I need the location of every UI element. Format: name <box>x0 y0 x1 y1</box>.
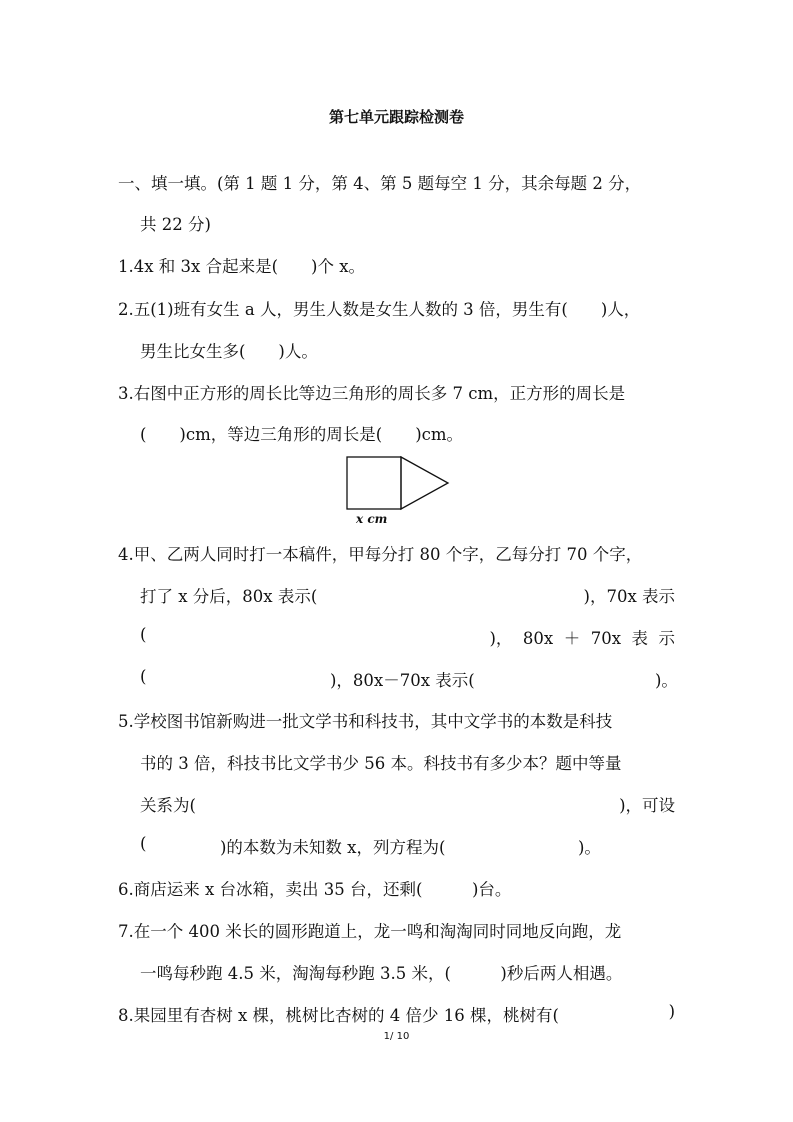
q4-l3-left: ( <box>140 625 147 644</box>
q4-l4-open: ( <box>140 667 147 686</box>
triangle-shape <box>401 457 448 509</box>
section-heading: 一、填一填。(第 1 题 1 分，第 4、第 5 题每空 1 分，其余每题 2 分， <box>118 174 642 193</box>
question-5-line-1: 5.学校图书馆新购进一批文学书和科技书，其中文学书的本数是科技 <box>118 712 613 731</box>
question-1: 1.4x 和 3x 合起来是( )个 x。 <box>118 257 366 276</box>
question-3-line-1: 3.右图中正方形的周长比等边三角形的周长多 7 cm，正方形的周长是 <box>118 384 626 403</box>
question-7-line-1: 7.在一个 400 米长的圆形跑道上，龙一鸣和淘淘同时同地反向跑，龙 <box>118 922 622 941</box>
q5-l3-right: )，可设 <box>619 796 675 815</box>
q4-l2-right: )，70x 表示 <box>583 587 675 606</box>
q5-l4-close: )。 <box>578 838 601 857</box>
question-8-line-1 <box>118 1002 675 1026</box>
section-heading-cont: 共 22 分) <box>140 215 211 234</box>
question-7-line-2: 一鸣每秒跑 4.5 米，淘淘每秒跑 3.5 米，( )秒后两人相遇。 <box>140 964 623 983</box>
question-4-line-1: 4.甲、乙两人同时打一本稿件，甲每分打 80 个字，乙每分打 70 个字， <box>118 545 643 564</box>
q5-l4-mid: )的本数为未知数 x，列方程为( <box>220 838 446 857</box>
q4-l4-close: )。 <box>655 671 678 690</box>
q8-l1-left: 8.果园里有杏树 x 棵，桃树比杏树的 4 倍少 16 棵，桃树有( <box>118 1006 559 1025</box>
page-number: 1/ 10 <box>383 1031 410 1042</box>
q4-l3-right: )， 80x ＋ 70x 表 示 <box>489 629 675 648</box>
question-4-line-3 <box>118 625 675 649</box>
question-3-line-2: ( )cm，等边三角形的周长是( )cm。 <box>140 425 464 444</box>
question-5-line-2: 书的 3 倍，科技书比文学书少 56 本。科技书有多少本？题中等量 <box>140 754 622 773</box>
q4-l4-mid: )，80x－70x 表示( <box>330 671 475 690</box>
q5-l3-left: 关系为( <box>140 796 196 815</box>
question-2-line-2: 男生比女生多( )人。 <box>140 342 318 361</box>
figure-label: x cm <box>356 512 388 526</box>
question-2-line-1: 2.五(1)班有女生 a 人，男生人数是女生人数的 3 倍，男生有( )人， <box>118 300 641 319</box>
square-shape <box>347 457 401 509</box>
square-triangle-figure <box>344 455 454 531</box>
q4-l2-left: 打了 x 分后，80x 表示( <box>140 587 318 606</box>
question-4-line-2 <box>118 583 675 607</box>
question-6: 6.商店运来 x 台冰箱，卖出 35 台，还剩( )台。 <box>118 880 512 899</box>
q8-l1-right: ) <box>668 1002 675 1021</box>
q5-l4-open: ( <box>140 834 147 853</box>
question-5-line-3 <box>118 792 675 816</box>
page-title: 第七单元跟踪检测卷 <box>328 108 464 126</box>
